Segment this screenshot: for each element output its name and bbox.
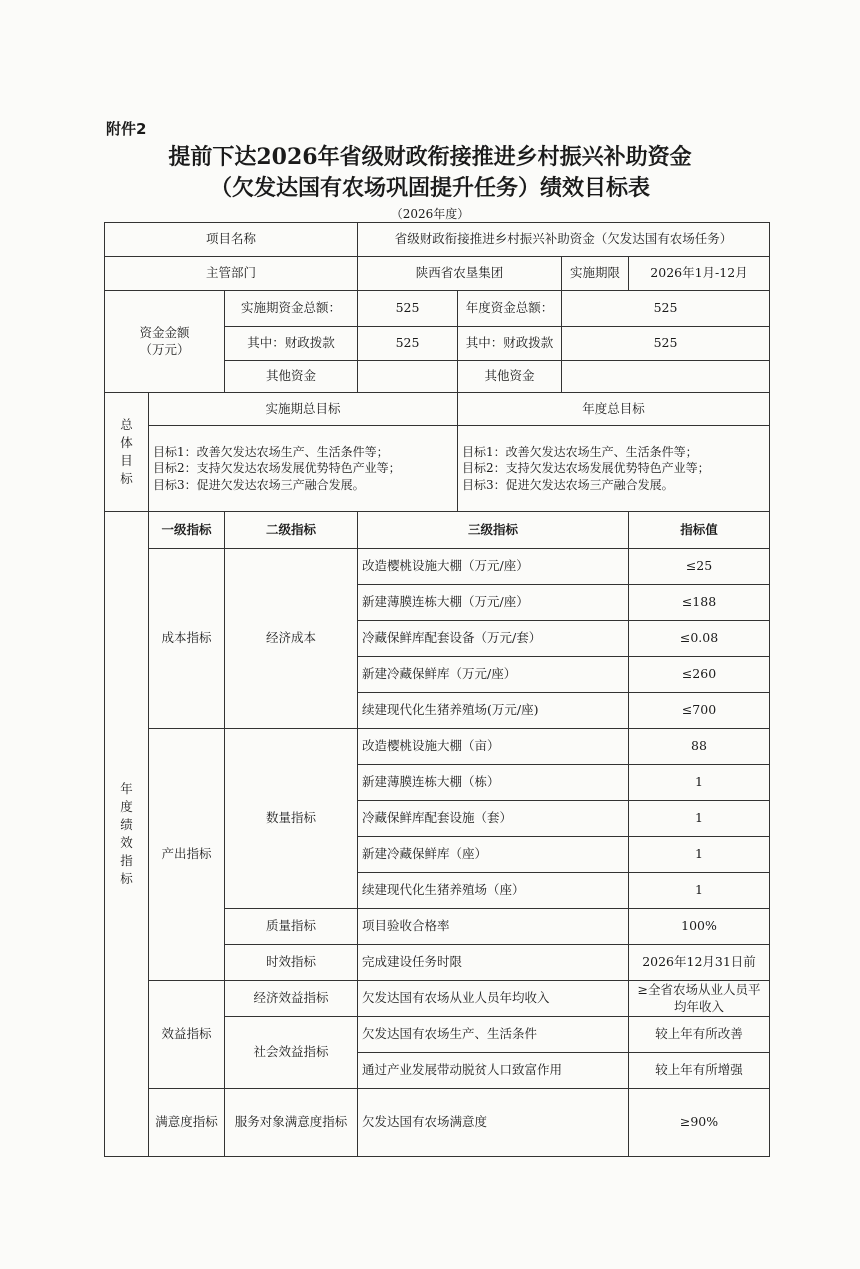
cost-level2: 经济成本: [225, 549, 358, 729]
project-name-value: 省级财政衔接推进乡村振兴补助资金（欠发达国有农场任务）: [358, 223, 770, 257]
document-title-line1: 提前下达2026年省级财政衔接推进乡村振兴补助资金: [168, 144, 692, 170]
project-name-label: 项目名称: [105, 223, 358, 257]
table-row: [105, 729, 770, 765]
indicator-value: ≥全省农场从业人员平均年收入: [629, 981, 770, 1017]
goals-label: 总 体 目 标: [105, 393, 149, 512]
time-level2: 时效指标: [225, 945, 358, 981]
indicator-value: 较上年有所增强: [629, 1053, 770, 1089]
funds-annual-fiscal-value: 525: [562, 327, 770, 361]
indicator-name: 续建现代化生猪养殖场(万元/座): [358, 693, 629, 729]
goals-period-header: 实施期总目标: [149, 393, 458, 426]
indicator-value: 2026年12月31日前: [629, 945, 770, 981]
col-level1-header: 一级指标: [149, 512, 225, 549]
table-row: [105, 981, 770, 1017]
indicators-label: 年 度 绩 效 指 标: [105, 512, 149, 1157]
indicator-name: 改造樱桃设施大棚（万元/座）: [358, 549, 629, 585]
goal-item: 目标3：促进欠发达农场三产融合发展。: [153, 477, 365, 492]
funds-label: 资金金额 （万元）: [105, 291, 225, 393]
funds-other-value: [358, 361, 458, 393]
indicator-value: 100%: [629, 909, 770, 945]
funds-annual-other-label: 其他资金: [458, 361, 562, 393]
indicator-name: 改造樱桃设施大棚（亩）: [358, 729, 629, 765]
indicator-value: 1: [629, 765, 770, 801]
satisfaction-level2: 服务对象满意度指标: [225, 1089, 358, 1157]
project-name-row: [105, 223, 770, 257]
output-level1: 产出指标: [149, 729, 225, 981]
indicator-value: ≤700: [629, 693, 770, 729]
goals-annual-header: 年度总目标: [458, 393, 770, 426]
indicator-name: 项目验收合格率: [358, 909, 629, 945]
goals-annual-list: [458, 426, 770, 512]
table-row: [105, 549, 770, 585]
indicator-name: 完成建设任务时限: [358, 945, 629, 981]
funds-fiscal-value: 525: [358, 327, 458, 361]
indicator-name: 冷藏保鲜库配套设施（套）: [358, 801, 629, 837]
funds-fiscal-label: 其中：财政拨款: [225, 327, 358, 361]
goals-period-list: [149, 426, 458, 512]
col-level3-header: 三级指标: [358, 512, 629, 549]
funds-annual-total-label: 年度资金总额：: [458, 291, 562, 327]
department-row: [105, 257, 770, 291]
indicator-name: 欠发达国有农场满意度: [358, 1089, 629, 1157]
col-level2-header: 二级指标: [225, 512, 358, 549]
indicator-value: ≥90%: [629, 1089, 770, 1157]
quantity-level2: 数量指标: [225, 729, 358, 909]
quality-level2: 质量指标: [225, 909, 358, 945]
indicator-value: ≤25: [629, 549, 770, 585]
goals-header-row: [105, 393, 770, 426]
indicator-name: 通过产业发展带动脱贫人口致富作用: [358, 1053, 629, 1089]
cost-level1: 成本指标: [149, 549, 225, 729]
indicator-value: ≤188: [629, 585, 770, 621]
indicator-name: 欠发达国有农场从业人员年均收入: [358, 981, 629, 1017]
period-label: 实施期限: [562, 257, 629, 291]
indicator-value: 较上年有所改善: [629, 1017, 770, 1053]
indicator-value: 88: [629, 729, 770, 765]
funds-annual-fiscal-label: 其中：财政拨款: [458, 327, 562, 361]
economic-benefit-level2: 经济效益指标: [225, 981, 358, 1017]
indicator-name: 续建现代化生猪养殖场（座）: [358, 873, 629, 909]
funds-annual-other-value: [562, 361, 770, 393]
social-benefit-level2: 社会效益指标: [225, 1017, 358, 1089]
indicator-name: 新建薄膜连栋大棚（万元/座）: [358, 585, 629, 621]
funds-total-value: 525: [358, 291, 458, 327]
indicator-name: 新建薄膜连栋大棚（栋）: [358, 765, 629, 801]
indicator-value: ≤260: [629, 657, 770, 693]
goal-item: 目标1：改善欠发达农场生产、生活条件等；: [462, 445, 698, 460]
benefit-level1: 效益指标: [149, 981, 225, 1089]
col-value-header: 指标值: [629, 512, 770, 549]
indicator-value: 1: [629, 801, 770, 837]
goal-item: 目标2：支持欠发达农场发展优势特色产业等；: [462, 461, 710, 476]
indicator-name: 新建冷藏保鲜库（座）: [358, 837, 629, 873]
document-year: （2026年度）: [390, 207, 470, 221]
period-value: 2026年1月-12月: [629, 257, 770, 291]
department-label: 主管部门: [105, 257, 358, 291]
funds-row-total: [105, 291, 770, 327]
funds-annual-total-value: 525: [562, 291, 770, 327]
table-row: [105, 1089, 770, 1157]
funds-other-label: 其他资金: [225, 361, 358, 393]
goal-item: 目标1：改善欠发达农场生产、生活条件等；: [153, 445, 389, 460]
indicator-name: 冷藏保鲜库配套设备（万元/套）: [358, 621, 629, 657]
goal-item: 目标3：促进欠发达农场三产融合发展。: [462, 477, 674, 492]
funds-total-label: 实施期资金总额：: [225, 291, 358, 327]
goals-content-row: [105, 426, 770, 512]
indicator-value: 1: [629, 873, 770, 909]
department-value: 陕西省农垦集团: [358, 257, 562, 291]
satisfaction-level1: 满意度指标: [149, 1089, 225, 1157]
indicator-name: 新建冷藏保鲜库（万元/座）: [358, 657, 629, 693]
performance-target-table: [104, 222, 770, 1157]
indicator-value: 1: [629, 837, 770, 873]
attachment-label: 附件2: [106, 120, 147, 138]
document-title-line2: （欠发达国有农场巩固提升任务）绩效目标表: [209, 175, 650, 201]
indicator-name: 欠发达国有农场生产、生活条件: [358, 1017, 629, 1053]
goal-item: 目标2：支持欠发达农场发展优势特色产业等；: [153, 461, 401, 476]
indicator-value: ≤0.08: [629, 621, 770, 657]
indicator-header-row: [105, 512, 770, 549]
